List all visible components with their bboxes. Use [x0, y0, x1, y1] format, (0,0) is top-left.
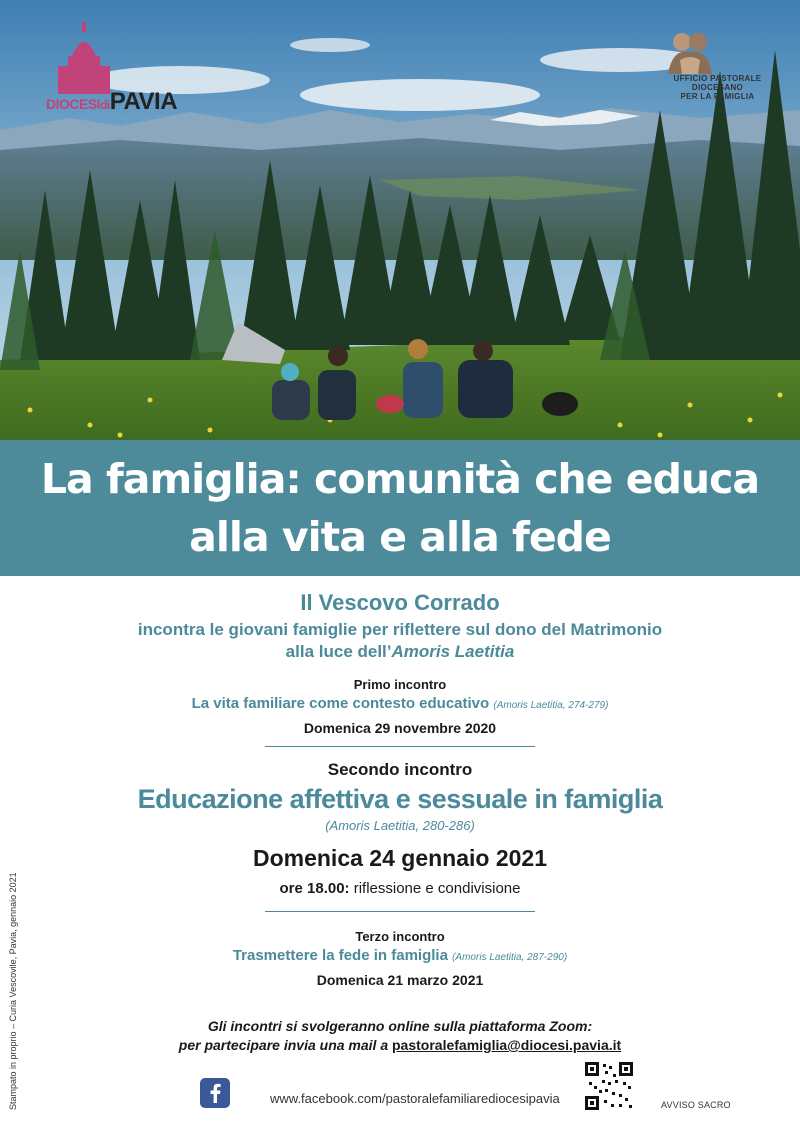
divider-2 [0, 911, 800, 912]
secondo-date: Domenica 24 gennaio 2021 [252, 845, 547, 871]
divider-1 [0, 746, 800, 747]
secondo-title: Educazione affettiva e sessuale in famiglia [137, 784, 663, 814]
intro-amoris [0, 642, 800, 662]
qr-code-icon[interactable] [585, 1062, 633, 1110]
facebook-icon[interactable] [200, 1078, 230, 1108]
cathedral-dome-icon [54, 22, 114, 94]
secondo-ref: (Amoris Laetitia, 280-286) [325, 818, 475, 833]
title-line-2: alla vita e alla fede [189, 513, 611, 561]
title-banner [0, 440, 800, 576]
intro-amoris-prefix: alla luce dell’ [285, 642, 392, 661]
contact-email-link[interactable]: pastoralefamiglia@diocesi.pavia.it [392, 1037, 622, 1053]
avviso-sacro: AVVISO SACRO [661, 1100, 731, 1110]
secondo-time-desc: riflessione e condivisione [349, 880, 521, 897]
print-credit: Stampato in proprio – Curia Vescovile, Pavia, gennaio 2021 [8, 872, 18, 1110]
facebook-url-link[interactable]: www.facebook.com/pastoralefamiliarediocesipavia [270, 1091, 560, 1106]
primo-title: La vita familiare come contesto educativo [191, 695, 490, 712]
ufficio-pastorale-logo [660, 28, 775, 101]
diocesi-pavia-logo [46, 22, 191, 120]
intro-amoris-title: Amoris Laetitia [391, 642, 515, 661]
hero-landscape-image [0, 0, 800, 440]
title-line-1: La famiglia: comunità che educa [40, 455, 760, 503]
zoom-note-line-2 [0, 1037, 800, 1053]
diocesi-city: PAVIA [109, 88, 178, 115]
ufficio-line-1: UFFICIO PASTORALE [673, 74, 762, 83]
ufficio-line-3: PER LA FAMIGLIA [680, 92, 755, 101]
diocesi-word: DIOCESI [46, 96, 101, 112]
secondo-time-row [0, 880, 800, 897]
secondo-time: ore 18.00: [279, 880, 350, 897]
family-portrait-icon [660, 28, 720, 74]
zoom-note-prefix: per partecipare invia una mail a [178, 1037, 392, 1053]
primo-title-row [0, 695, 800, 712]
terzo-title-row [0, 947, 800, 964]
primo-date: Domenica 29 novembre 2020 [303, 720, 497, 736]
secondo-label: Secondo incontro [327, 760, 473, 779]
terzo-date: Domenica 21 marzo 2021 [316, 972, 484, 988]
terzo-title: Trasmettere la fede in famiglia [232, 947, 448, 964]
intro-vescovo: Il Vescovo Corrado [300, 590, 500, 615]
ufficio-line-2: DIOCESANO [691, 83, 744, 92]
intro-description: incontra le giovani famiglie per riflettere sul dono del Matrimonio [137, 620, 663, 639]
terzo-label: Terzo incontro [355, 929, 445, 944]
diocesi-di: di [100, 98, 110, 112]
terzo-ref: (Amoris Laetitia, 287-290) [452, 952, 568, 963]
primo-label: Primo incontro [353, 677, 447, 692]
zoom-note-line-1: Gli incontri si svolgeranno online sulla piattaforma Zoom: [207, 1018, 593, 1034]
primo-ref: (Amoris Laetitia, 274-279) [493, 700, 609, 711]
